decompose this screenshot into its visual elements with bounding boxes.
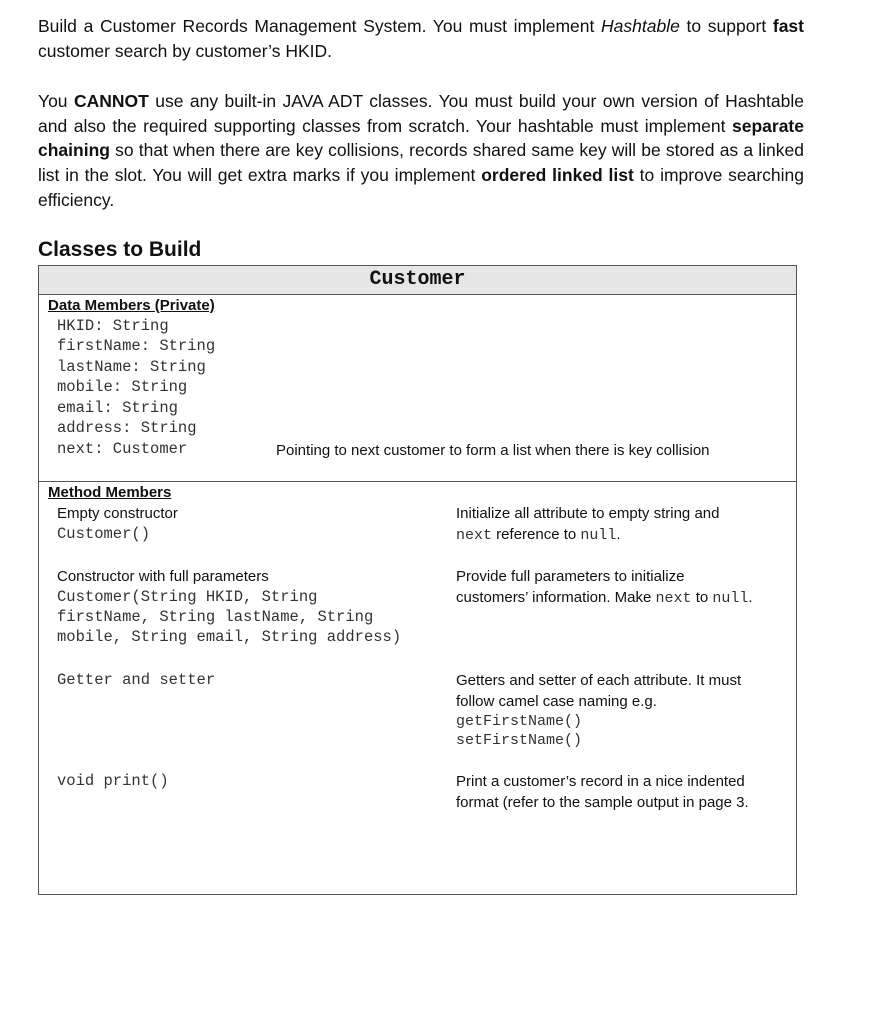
method-description: [456, 670, 756, 750]
section-heading: Classes to Build: [38, 238, 202, 261]
field-next: next: Customer: [57, 440, 188, 458]
method-description: [456, 503, 756, 546]
desc-text: to: [691, 589, 713, 606]
method-label: Empty constructor: [57, 505, 178, 522]
p2-separate-chaining: separate chaining: [38, 115, 804, 161]
method-getters-setters: [57, 670, 447, 690]
desc-code: next: [456, 527, 493, 544]
method-description: Print a customer’s record in a nice indented format (refer to the sample output in page 3.: [456, 773, 749, 811]
p2-text: so that when there are key collisions, records shared same key will be stored as a linked list in the slot. You will get extra marks if you implement: [38, 140, 804, 186]
desc-code: null: [712, 590, 749, 607]
desc-text: Initialize all attribute to empty string and: [456, 505, 720, 522]
method-print: [57, 771, 447, 791]
method-empty-constructor: [57, 504, 447, 544]
section-divider: [39, 481, 796, 482]
p2-ordered-linked-list: ordered linked list: [481, 165, 634, 186]
field-mobile: mobile: String: [57, 378, 188, 396]
next-field-note: Pointing to next customer to form a list when there is key collision: [276, 442, 710, 459]
field-firstname: firstName: String: [57, 337, 216, 355]
method-signature-line: mobile, String email, String address): [57, 628, 402, 646]
p1-fast: fast: [772, 16, 804, 36]
desc-text: Provide full parameters to initialize customers’ information. Make: [456, 568, 685, 606]
field-lastname: lastName: String: [57, 358, 206, 376]
method-signature-line: firstName, String lastName, String: [57, 608, 374, 626]
field-address: address: String: [57, 419, 197, 437]
desc-code: getFirstName(): [456, 713, 583, 730]
method-description: [456, 566, 756, 609]
data-members-title: Data Members (Private): [48, 297, 215, 314]
method-full-constructor: [57, 567, 447, 647]
desc-code: next: [655, 590, 692, 607]
p2-text: use any built-in JAVA ADT classes. You must build your own version of Hashtable and also the required supporting classes from scratch. Your hashtable must implement: [38, 91, 804, 136]
method-signature-line: Customer(String HKID, String: [57, 588, 318, 606]
p1-text: customer search by customer’s HKID.: [38, 40, 333, 61]
desc-text: .: [616, 526, 621, 543]
method-signature: void print(): [57, 772, 169, 790]
customer-class-table: [38, 265, 797, 895]
desc-text: Getters and setter of each attribute. It must follow camel case naming e.g.: [456, 672, 742, 710]
p2-cannot: CANNOT: [73, 91, 149, 111]
method-members-title: Method Members: [48, 484, 172, 501]
desc-code: null: [580, 527, 617, 544]
method-label: Constructor with full parameters: [57, 568, 269, 585]
method-signature: Customer(): [57, 525, 151, 543]
desc-code: setFirstName(): [456, 732, 583, 749]
method-signature: Getter and setter: [57, 671, 216, 689]
field-email: email: String: [57, 399, 178, 417]
desc-text: reference to: [492, 526, 581, 543]
intro-paragraph-2: [38, 89, 804, 213]
p2-text: to improve searching efficiency.: [38, 165, 805, 210]
desc-text: .: [748, 589, 753, 606]
p2-text: You: [38, 91, 74, 111]
intro-paragraph-1: [38, 14, 804, 63]
field-hkid: HKID: String: [57, 317, 169, 335]
p1-text: Build a Customer Records Management System. You must implement: [38, 16, 602, 36]
p1-hashtable: Hashtable: [601, 16, 680, 36]
p1-text: to support: [679, 16, 773, 36]
class-name: Customer: [39, 266, 796, 295]
